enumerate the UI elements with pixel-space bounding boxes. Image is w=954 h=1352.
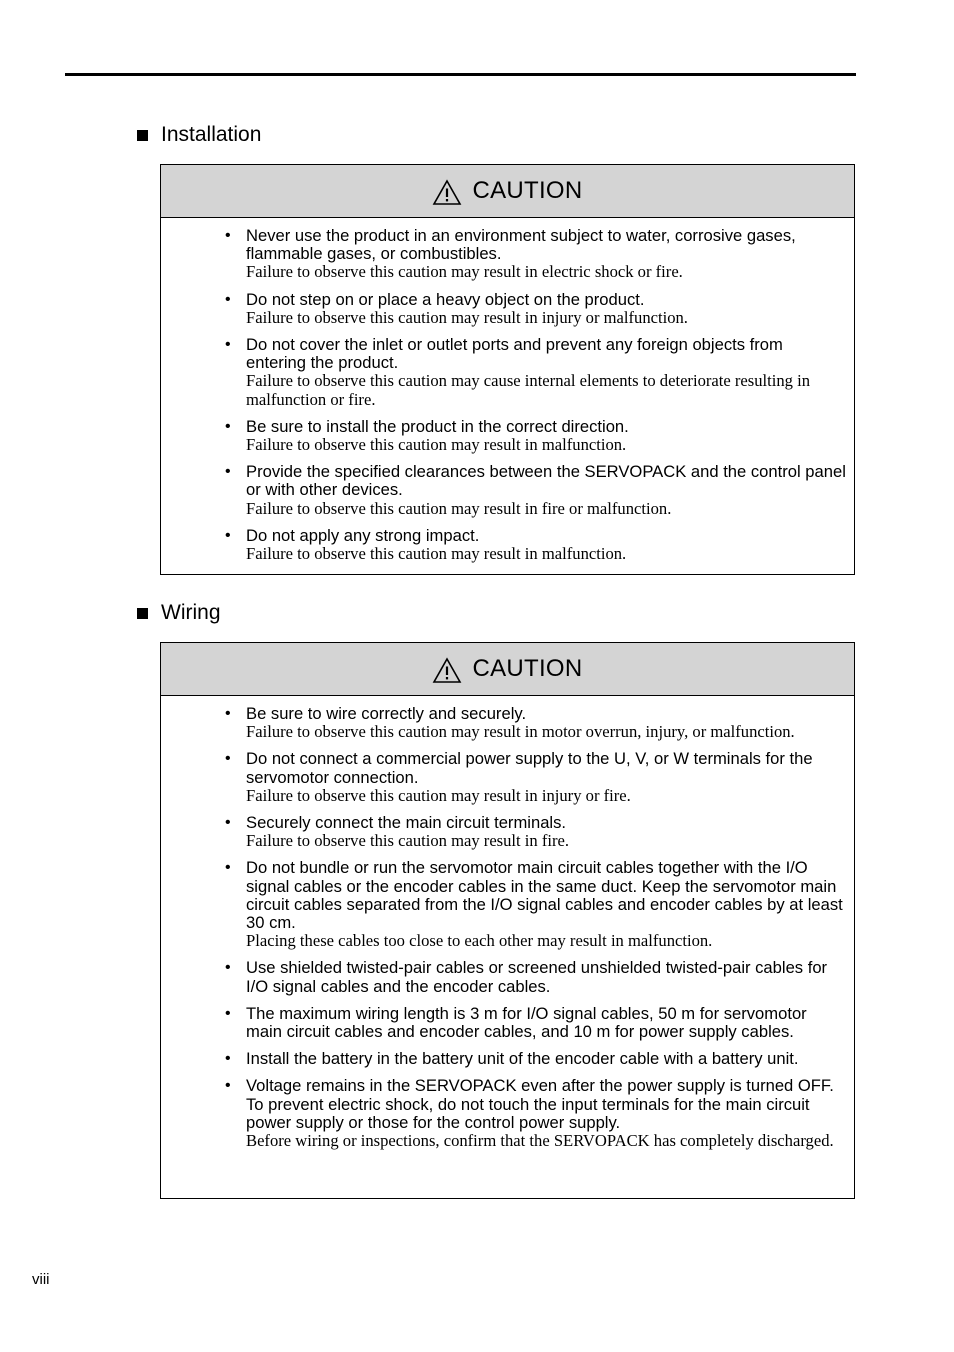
item-main-text: Use shielded twisted-pair cables or screened unshielded twisted-pair cables for I/O signal cables and the encoder cables.	[246, 958, 828, 996]
bullet-dot-icon: •	[225, 959, 231, 977]
item-main-text: Be sure to install the product in the correct direction.	[246, 416, 629, 436]
bullet-dot-icon: •	[225, 814, 231, 832]
list-item	[225, 859, 846, 950]
item-main-text: Securely connect the main circuit terminals.	[246, 813, 567, 833]
list-item	[225, 1050, 846, 1068]
bullet-dot-icon: •	[225, 859, 231, 877]
item-main-text: Do not apply any strong impact.	[246, 525, 480, 545]
item-main-text: The maximum wiring length is 3 m for I/O signal cables, 50 m for servomotor main circuit cables and encoder cables, and 10 m for power supply cables.	[246, 1003, 807, 1042]
section-heading-text: Installation	[161, 123, 262, 146]
top-rule	[65, 73, 856, 76]
list-item	[225, 336, 846, 409]
caution-title: CAUTION	[472, 177, 583, 204]
page-number: viii	[32, 1271, 50, 1288]
item-note-text: Placing these cables too close to each other may result in malfunction.	[246, 931, 713, 951]
bullet-dot-icon: •	[225, 1004, 231, 1022]
item-note-text: Failure to observe this caution may cause internal elements to deteriorate resulting in malfunction or fire.	[246, 371, 811, 409]
caution-body	[161, 696, 854, 1160]
item-main-text: Do not bundle or run the servomotor main circuit cables together with the I/O signal cables or the encoder cables in the same duct. Keep the servomotor main circuit cables separated from the I/O signal cables and encoder cables by at least 30 cm.	[246, 858, 843, 933]
item-main-text: Never use the product in an environment subject to water, corrosive gases, flammable gases, or combustibles.	[246, 226, 796, 264]
warning-triangle-icon	[432, 657, 462, 684]
section-heading-wiring	[137, 601, 221, 625]
warning-triangle-icon	[432, 179, 462, 206]
bullet-dot-icon: •	[225, 227, 231, 244]
bullet-dot-icon: •	[225, 1077, 231, 1095]
item-main-text: Do not cover the inlet or outlet ports and prevent any foreign objects from entering the product.	[246, 335, 783, 373]
caution-box-installation	[160, 164, 855, 575]
list-item	[225, 418, 846, 454]
list-item	[225, 527, 846, 563]
square-bullet-icon	[137, 130, 148, 141]
bullet-dot-icon: •	[225, 463, 231, 481]
item-main-text: Install the battery in the battery unit of the encoder cable with a battery unit.	[246, 1049, 799, 1069]
caution-header	[161, 165, 854, 218]
list-item	[225, 1077, 846, 1150]
item-note-text: Failure to observe this caution may result in electric shock or fire.	[246, 262, 683, 282]
list-item	[225, 959, 846, 995]
item-note-text: Failure to observe this caution may result in injury or fire.	[246, 785, 631, 805]
item-note-text: Failure to observe this caution may result in injury or malfunction.	[246, 307, 688, 327]
list-item	[225, 291, 846, 327]
item-note-text: Before wiring or inspections, confirm that the SERVOPACK has completely discharged.	[246, 1131, 834, 1151]
list-item	[225, 1005, 846, 1041]
list-item	[225, 463, 846, 518]
item-note-text: Failure to observe this caution may result in fire.	[246, 831, 570, 851]
list-item	[225, 750, 846, 805]
item-note-text: Failure to observe this caution may result in malfunction.	[246, 544, 627, 564]
item-main-text: Be sure to wire correctly and securely.	[246, 704, 527, 723]
caution-body	[161, 218, 854, 573]
caution-header	[161, 643, 854, 696]
bullet-dot-icon: •	[225, 750, 231, 768]
bullet-dot-icon: •	[225, 336, 231, 354]
bullet-dot-icon: •	[225, 705, 231, 722]
bullet-dot-icon: •	[225, 417, 231, 435]
bullet-dot-icon: •	[225, 526, 231, 544]
bullet-dot-icon: •	[225, 1050, 231, 1068]
section-heading-installation	[137, 123, 261, 147]
square-bullet-icon	[137, 608, 148, 619]
item-note-text: Failure to observe this caution may result in fire or malfunction.	[246, 498, 672, 518]
section-heading-text: Wiring	[161, 601, 221, 624]
item-main-text: Do not step on or place a heavy object on the product.	[246, 289, 645, 309]
list-item	[225, 227, 846, 282]
item-main-text: Provide the specified clearances between the SERVOPACK and the control panel or with other devices.	[246, 462, 846, 500]
item-main-text: Do not connect a commercial power supply to the U, V, or W terminals for the servomotor connection.	[246, 749, 813, 787]
list-item	[225, 705, 846, 741]
bullet-dot-icon: •	[225, 290, 231, 308]
caution-box-wiring	[160, 642, 855, 1199]
caution-title: CAUTION	[472, 655, 583, 682]
item-main-text: Voltage remains in the SERVOPACK even after the power supply is turned OFF. To prevent electric shock, do not touch the input terminals for the main circuit power supply or those for the control power supply.	[246, 1076, 834, 1132]
item-note-text: Failure to observe this caution may result in motor overrun, injury, or malfunction.	[246, 722, 795, 742]
list-item	[225, 814, 846, 850]
item-note-text: Failure to observe this caution may result in malfunction.	[246, 435, 627, 455]
